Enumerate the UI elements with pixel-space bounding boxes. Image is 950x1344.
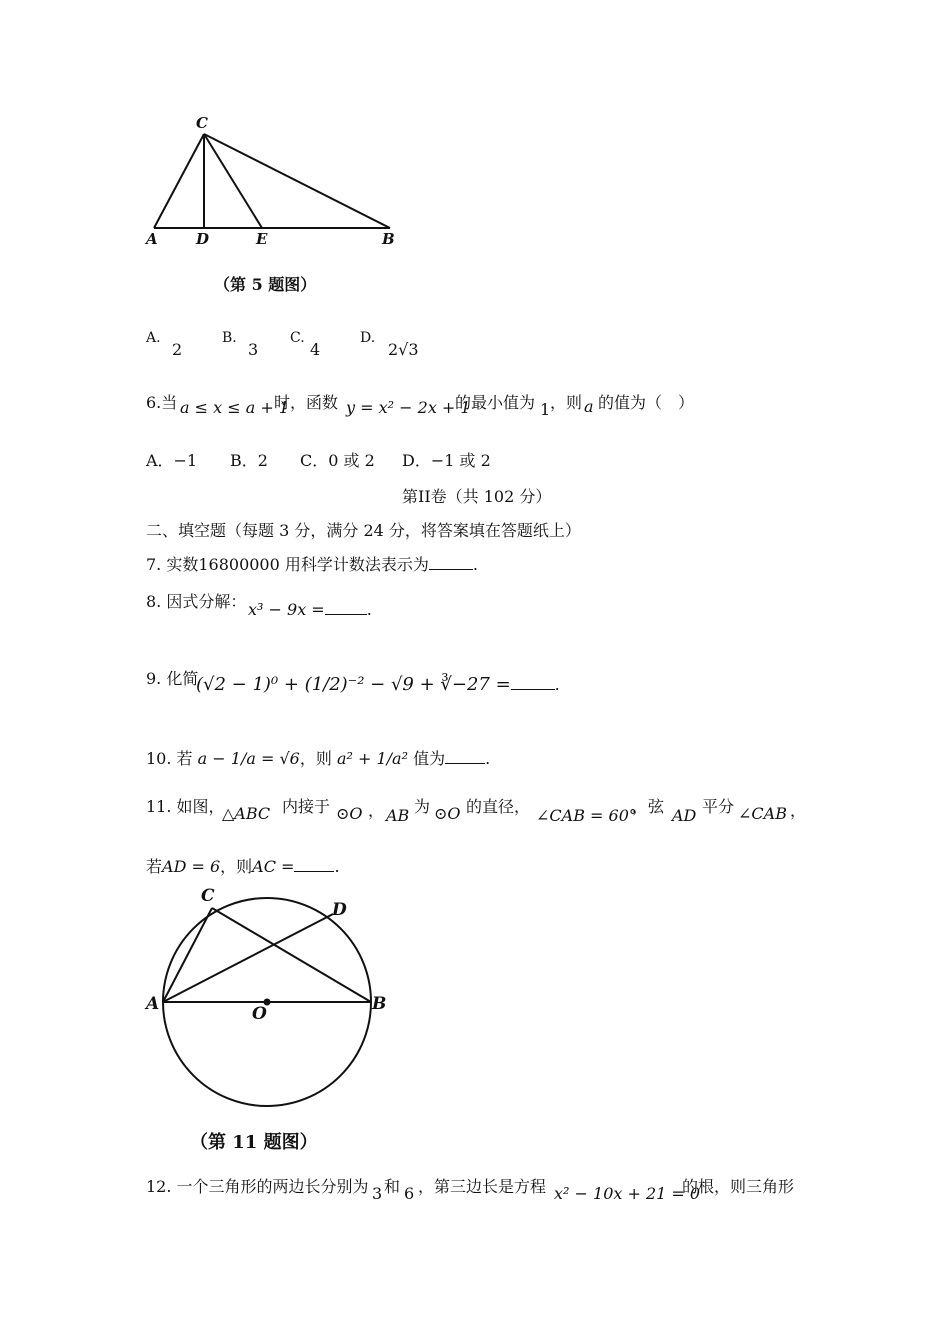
fig5-caption: （第 5 题图） [214,275,317,294]
q6-option-d: D．−1 或 2 [402,451,491,470]
q10-answer-blank [445,763,485,764]
fig11-label-b: B [372,994,387,1014]
question-7 [146,552,478,575]
q11-circle-1: ⊙O [336,804,363,823]
q6-variable: a [584,397,594,416]
q6-text-1: 时，函数 [274,393,339,412]
q6-option-b: B．2 [230,451,268,470]
q11-text-1: 11. 如图， [146,797,225,816]
q11-text-6: ，弦 [632,797,665,816]
q9-text: 9. 化简 [146,669,199,688]
q9-expression: (√2 − 1)⁰ + (1/2)⁻² − √9 + ∛−27 = [196,674,511,695]
q11-text-8: ， [790,801,807,820]
q8-expression: x³ − 9x = [248,600,325,619]
segment-ac [154,134,204,228]
chord-ac [163,908,212,1002]
fig5-label-c: C [196,114,208,132]
q9-expression-line [196,674,560,695]
q5-option-b-key: B. [222,330,237,346]
q11-text-4: 为 [414,797,431,816]
q11-answer-blank [294,871,334,872]
q10-tail: 值为 [413,749,446,768]
q10-text: 10. 若 [146,749,193,768]
q7-text: 7. 实数16800000 用科学计数法表示为 [146,555,429,574]
q11-line-2 [146,854,340,877]
q8-text: 8. 因式分解： [146,592,247,611]
q11-ab: AB [386,806,410,825]
q12-equation: x² − 10x + 21 = 0 [554,1184,701,1203]
q11-end: . [334,857,340,876]
fig11-label-d: D [332,900,347,920]
q11-ad: AD [672,806,697,825]
fig5-label-d: D [196,230,210,248]
figure-11-diagram [140,880,400,1120]
q12-text-3: ，第三边长是方程 [418,1177,547,1196]
q12-side-2: 6 [404,1184,415,1203]
q5-option-a-key: A. [146,330,161,346]
q8-expression-line [248,600,372,619]
q11-angle: ∠CAB = 60° [536,806,637,825]
q10-expression-1: a − 1/a = √6 [197,749,300,768]
q11-line2-text-c: ，则 [220,857,253,876]
chord-ad [163,914,333,1002]
q12-side-1: 3 [372,1184,383,1203]
q11-text-7: 平分 [702,797,735,816]
q6-option-c: C．0 或 2 [300,451,375,470]
q9-end: . [554,675,560,694]
q5-option-c-key: C. [290,330,305,346]
q11-line2-text-a: 若 [146,857,163,876]
q6-function: y = x² − 2x + 1 [346,398,471,417]
section-2-title: 第II卷（共 102 分） [402,487,552,506]
q11-circle-2: ⊙O [434,804,461,823]
q5-option-d-key: D. [360,330,376,346]
q7-end: . [472,555,478,574]
q12-text-4: 的根，则三角形 [682,1177,795,1196]
q11-text-2: 内接于 [282,797,331,816]
fig11-label-o: O [252,1004,267,1024]
fig5-label-b: B [382,230,395,248]
q10-expression-2: a² + 1/a² [336,749,408,768]
q6-number: 6.当 [146,393,178,412]
q11-ad-value: AD = 6 [162,857,221,876]
fig11-label-c: C [201,886,215,906]
fig5-label-a: A [146,230,158,248]
q10-mid: ，则 [299,749,332,768]
q11-triangle: △ABC [222,804,271,823]
q8-answer-blank [325,614,367,615]
q11-angle-2: ∠CAB [738,804,787,823]
q6-min-value: 1 [540,400,551,419]
q8-end: . [366,600,372,619]
q6-text-4: 的值为（ ） [598,393,695,412]
q6-text-2: 的最小值为 [455,393,536,412]
q12-text-1: 12. 一个三角形的两边长分别为 [146,1177,369,1196]
fill-in-heading: 二、填空题（每题 3 分，满分 24 分，将答案填在答题纸上） [146,521,581,540]
chord-cb [212,908,371,1002]
q12-text-2: 和 [384,1177,401,1196]
q6-condition: a ≤ x ≤ a + 1 [180,398,290,417]
figure-5-diagram [140,110,410,250]
q11-text-5: 的直径， [466,797,531,816]
q5-option-a-value: 2 [172,340,183,359]
fig11-caption: （第 11 题图） [190,1132,318,1153]
q5-option-c-value: 4 [310,340,321,359]
q7-answer-blank [429,569,473,570]
q11-ac: AC = [252,857,295,876]
q9-answer-blank [511,689,555,690]
q11-text-3: ， [368,801,385,820]
q5-option-d-value: 2√3 [388,340,419,359]
question-10 [146,746,490,769]
q6-option-a: A．−1 [146,451,198,470]
q5-option-b-value: 3 [248,340,259,359]
fig11-label-a: A [146,994,160,1014]
q10-end: . [485,749,491,768]
fig5-label-e: E [256,230,268,248]
q6-text-3: ，则 [550,393,583,412]
